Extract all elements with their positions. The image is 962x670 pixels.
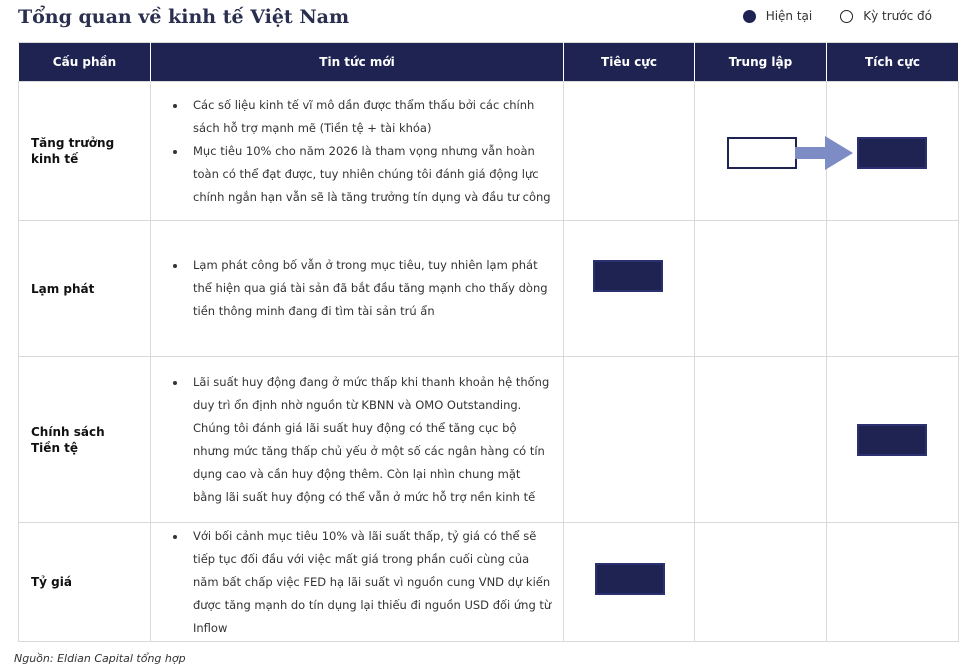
component-line: Lạm phát (31, 281, 95, 296)
cell-neutral (695, 357, 827, 523)
component-line: Chính sách (31, 424, 105, 439)
source-note: Nguồn: Eldian Capital tổng hợp (14, 652, 186, 665)
cell-neutral (695, 82, 827, 221)
legend-previous (840, 9, 932, 23)
cell-positive (827, 221, 959, 357)
cell-negative (564, 221, 695, 357)
table-row (19, 357, 959, 523)
news-bullet: • Mục tiêu 10% cho năm 2026 là tham vọng nhưng vẫn hoàn toàn có thể đạt được, tuy nhiên chúng tôi đánh giá động lực chính ngắn hạn vẫn sẽ là tăng trưởng tín dụng và đầu tư công (187, 140, 553, 209)
row-news (151, 357, 564, 523)
header-news: Tin tức mới (151, 43, 564, 82)
news-bullet: • Với bối cảnh mục tiêu 10% và lãi suất thấp, tỷ giá có thể sẽ tiếp tục đối đầu với việc mất giá trong phần cuối cùng của năm bất chấp việc FED hạ lãi suất vì nguồn cung VND dự kiến được tăng mạnh do tín dụng lại thiếu đi nguồn USD đối ứng từ Inflow (187, 525, 553, 640)
component-line: Tiền tệ (31, 440, 79, 455)
cell-positive (827, 523, 959, 642)
economy-overview-table (18, 42, 959, 642)
row-news (151, 221, 564, 357)
previous-marker (727, 137, 797, 169)
legend (715, 9, 932, 23)
row-component (19, 221, 151, 357)
current-marker (857, 137, 927, 169)
cell-negative (564, 357, 695, 523)
component-line: Tăng trưởng (31, 136, 115, 150)
cell-neutral (695, 523, 827, 642)
page-title: Tổng quan về kinh tế Việt Nam (18, 6, 350, 28)
header-neutral: Trung lập (695, 43, 827, 82)
row-news (151, 523, 564, 642)
component-line: kinh tế (31, 152, 79, 166)
cell-neutral (695, 221, 827, 357)
legend-current (743, 9, 813, 23)
legend-previous-label: Kỳ trước đó (863, 9, 932, 23)
table-row (19, 82, 959, 221)
header-component: Cấu phần (19, 43, 151, 82)
table-row (19, 523, 959, 642)
table-header-row (19, 43, 959, 82)
row-news (151, 82, 564, 221)
component-line: Tỷ giá (31, 575, 72, 589)
header-negative: Tiêu cực (564, 43, 695, 82)
header-positive: Tích cực (827, 43, 959, 82)
current-marker (595, 563, 665, 595)
empty-circle-icon (840, 10, 853, 23)
current-marker (593, 260, 663, 292)
table-row (19, 221, 959, 357)
cell-positive (827, 357, 959, 523)
news-bullet: • Lạm phát công bố vẫn ở trong mục tiêu, tuy nhiên lạm phát thể hiện qua giá tài sản đã bắt đầu tăng mạnh cho thấy dòng tiền thông minh đang đi tìm tài sản trú ẩn (187, 254, 553, 323)
row-component (19, 357, 151, 523)
row-component (19, 82, 151, 221)
news-bullet: • Lãi suất huy động đang ở mức thấp khi thanh khoản hệ thống duy trì ổn định nhờ nguồn từ KBNN và OMO Outstanding. Chúng tôi đánh giá lãi suất huy động có thể tăng cục bộ nhưng mức tăng thấp chủ yếu ở một số các ngân hàng có tín dụng cao và cần huy động thêm. Còn lại nhìn chung mặt bằng lãi suất huy động có thể vẫn ở mức hỗ trợ nền kinh tế (187, 371, 553, 509)
row-component (19, 523, 151, 642)
cell-positive (827, 82, 959, 221)
legend-current-label: Hiện tại (765, 9, 813, 23)
current-marker (857, 424, 927, 456)
news-bullet: • Các số liệu kinh tế vĩ mô dần được thẩm thấu bởi các chính sách hỗ trợ mạnh mẽ (Tiền tệ + tài khóa) (187, 94, 553, 140)
cell-negative (564, 82, 695, 221)
filled-circle-icon (743, 10, 756, 23)
cell-negative (564, 523, 695, 642)
